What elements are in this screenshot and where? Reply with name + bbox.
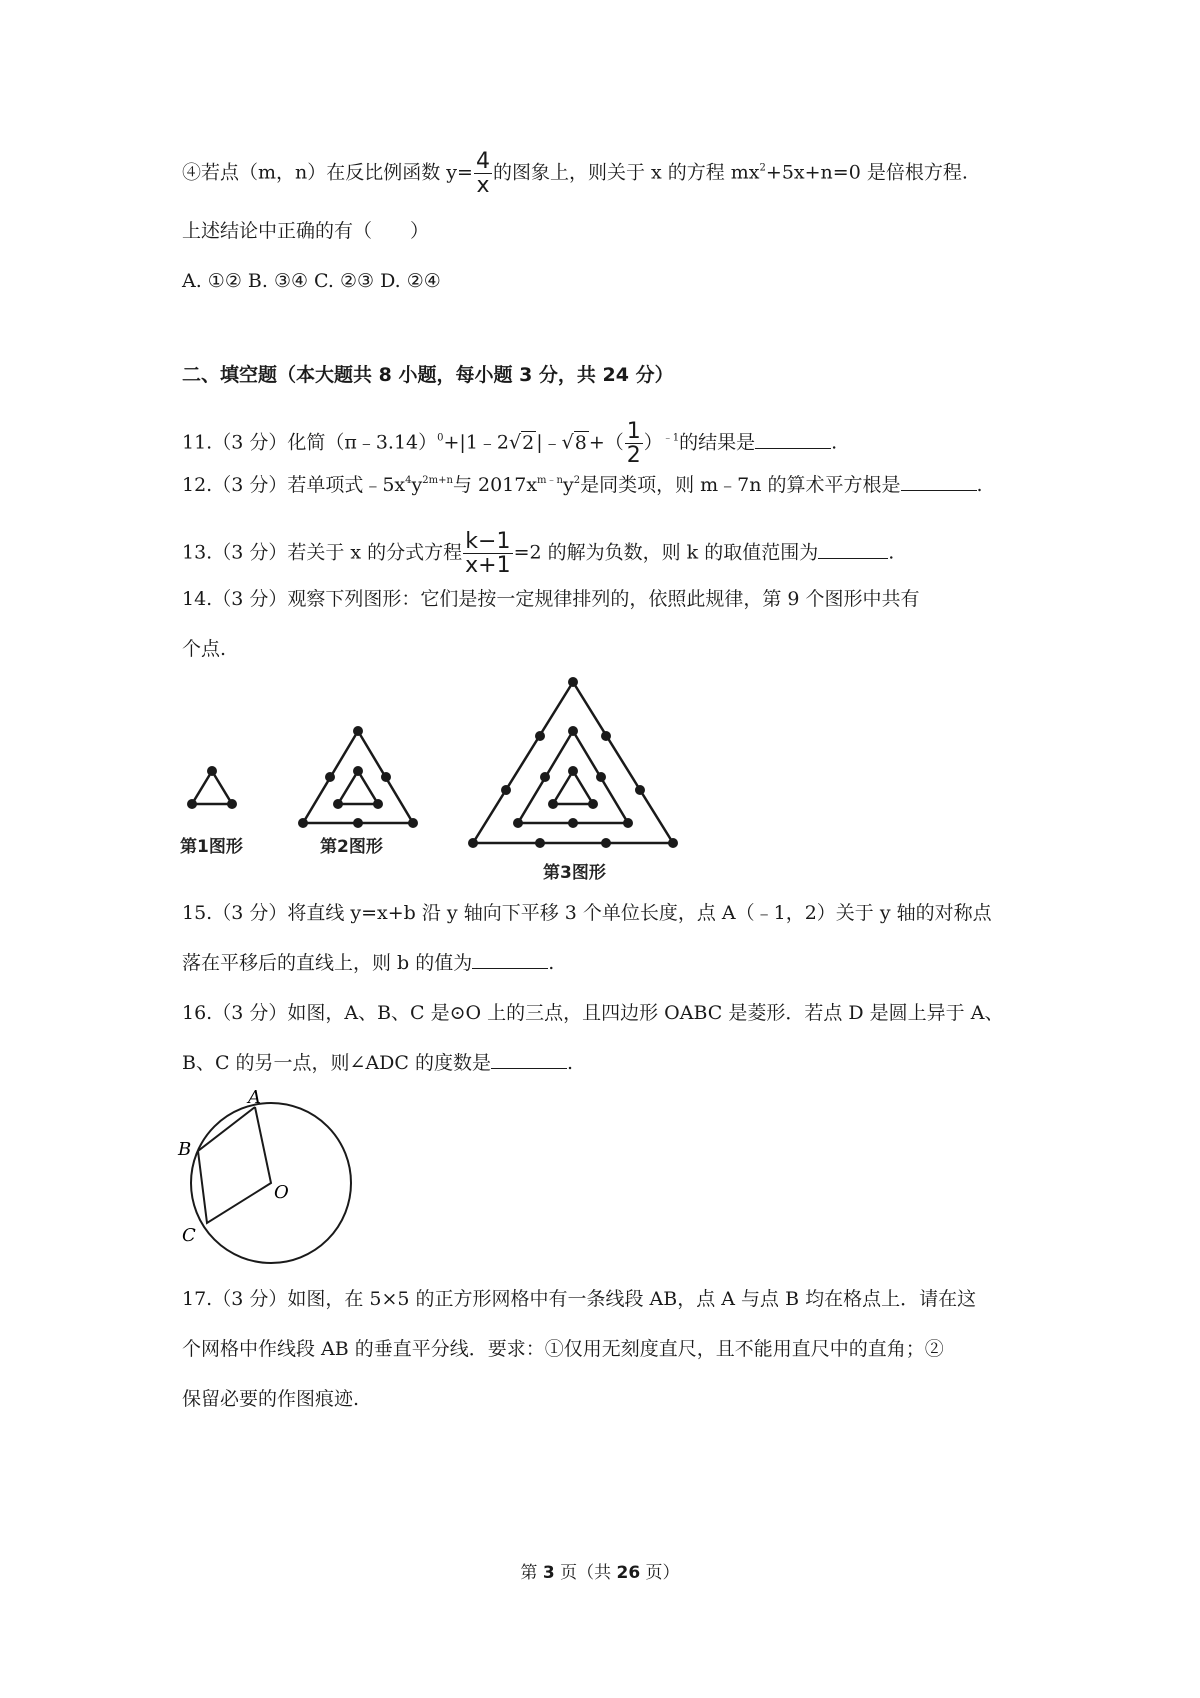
q17-line3: 保留必要的作图痕迹. (182, 1388, 360, 1410)
q10-item4 (182, 150, 968, 197)
q11-end: . (831, 431, 838, 454)
sqrt-icon: √ (561, 431, 574, 454)
q15-line1: 15.（3 分）将直线 y=x+b 沿 y 轴向下平移 3 个单位长度，点 A（﹣1，2）关于 y 轴的对称点 (182, 902, 992, 924)
q12-suffix: 是同类项，则 m﹣7n 的算术平方根是 (580, 474, 901, 496)
q10-fraction (474, 150, 492, 197)
q13-frac-den: x+1 (465, 553, 511, 579)
q11-prefix: 11.（3 分）化简（π﹣3.14） (182, 431, 438, 454)
answer-blank[interactable] (901, 489, 977, 491)
q12-y: y (411, 474, 423, 496)
q13 (182, 530, 894, 577)
q10-item4-mid: 的图象上，则关于 x 的方程 mx (492, 161, 760, 184)
label-b: B (178, 1139, 192, 1160)
q11-close: ） (643, 431, 663, 454)
q13-prefix: 13.（3 分）若关于 x 的分式方程 (182, 541, 463, 564)
figure-3-dots (468, 677, 678, 848)
q16-circle-figure (176, 1088, 376, 1268)
q12-sup-c: m﹣n (537, 475, 563, 486)
q11-radicand2: 8 (574, 431, 587, 454)
q11 (182, 420, 837, 467)
q16-end: . (567, 1052, 574, 1074)
q11-radicand1: 2 (522, 431, 535, 454)
fig3-label: 第3图形 (543, 863, 606, 883)
q10-frac-num: 4 (475, 149, 490, 174)
q11-sup-neg1: ﹣1 (662, 432, 680, 444)
section-title: 二、填空题（本大题共 8 小题，每小题 3 分，共 24 分） (182, 364, 674, 386)
q13-fraction (463, 530, 512, 577)
footer-suffix: 页） (640, 1563, 680, 1583)
q10-options: A. ①② B. ③④ C. ②③ D. ②④ (182, 270, 441, 292)
q12-end: . (976, 474, 983, 496)
q17-line1: 17.（3 分）如图，在 5×5 的正方形网格中有一条线段 AB，点 A 与点 B 均在格点上．请在这 (182, 1288, 977, 1310)
q11-sup0: 0 (437, 432, 444, 444)
answer-blank[interactable] (491, 1067, 567, 1069)
answer-blank[interactable] (755, 447, 831, 449)
figure-2-dots (298, 726, 418, 828)
answer-blank[interactable] (472, 967, 548, 969)
q15-line2 (182, 954, 554, 973)
page-footer (0, 1558, 1200, 1583)
label-o: O (274, 1182, 289, 1203)
footer-mid: 页（共 (554, 1563, 617, 1583)
q14-figures (0, 670, 1200, 890)
q12-prefix: 12.（3 分）若单项式﹣5x (182, 474, 406, 496)
label-c: C (182, 1225, 196, 1246)
q12-mid: 与 2017x (452, 474, 538, 496)
q12-sup-a: 4 (405, 475, 412, 486)
q16-line2-prefix: B、C 的另一点，则∠ADC 的度数是 (182, 1052, 491, 1074)
fig1-label: 第1图形 (180, 837, 243, 857)
q11-frac-num: 1 (626, 419, 641, 444)
q12-sup-d: 2 (573, 475, 581, 486)
q10-item4-prefix: ④若点（m，n）在反比例函数 y= (182, 161, 473, 184)
q17-line2: 个网格中作线段 AB 的垂直平分线．要求：①仅用无刻度直尺，且不能用直尺中的直角；② (182, 1338, 944, 1360)
q11-frac-den: 2 (626, 443, 641, 469)
q10-frac-den: x (476, 173, 490, 199)
q16-line1: 16.（3 分）如图，A、B、C 是⊙O 上的三点，且四边形 OABC 是菱形．若点 D 是圆上异于 A、 (182, 1002, 1004, 1024)
q10-sup: 2 (759, 162, 766, 174)
q11-plus: +（ (588, 431, 624, 454)
q11-mid: |﹣ (536, 431, 562, 454)
q14-line2: 个点. (182, 638, 227, 660)
q14-line1: 14.（3 分）观察下列图形：它们是按一定规律排列的，依照此规律，第 9 个图形中共有 (182, 588, 920, 610)
q11-fraction (625, 420, 643, 467)
label-a: A (248, 1087, 261, 1108)
q10-item4-suffix: +5x+n=0 是倍根方程. (765, 161, 968, 184)
q15-line2-prefix: 落在平移后的直线上，则 b 的值为 (182, 952, 473, 974)
footer-prefix: 第 (520, 1563, 543, 1583)
q13-end: . (888, 541, 895, 564)
page-total: 26 (616, 1563, 641, 1583)
q12-y2: y (562, 474, 574, 496)
q11-suffix: 的结果是 (679, 431, 756, 454)
q10-question: 上述结论中正确的有（ ） (182, 220, 430, 242)
q11-abs: +|1﹣2 (443, 431, 510, 454)
q16-line2 (182, 1054, 573, 1073)
q15-end: . (548, 952, 555, 974)
q12 (182, 476, 983, 495)
q13-suffix: =2 的解为负数，则 k 的取值范围为 (513, 541, 819, 564)
page-number: 3 (542, 1563, 555, 1583)
q12-sup-b: 2m+n (422, 475, 453, 486)
fig2-label: 第2图形 (320, 837, 383, 857)
rhombus-oabc (198, 1107, 271, 1223)
figure-2 (303, 731, 413, 823)
figure-1-dots (187, 766, 237, 809)
q13-frac-num: k−1 (463, 530, 512, 554)
answer-blank[interactable] (818, 557, 888, 559)
sqrt-icon: √ (509, 431, 522, 454)
